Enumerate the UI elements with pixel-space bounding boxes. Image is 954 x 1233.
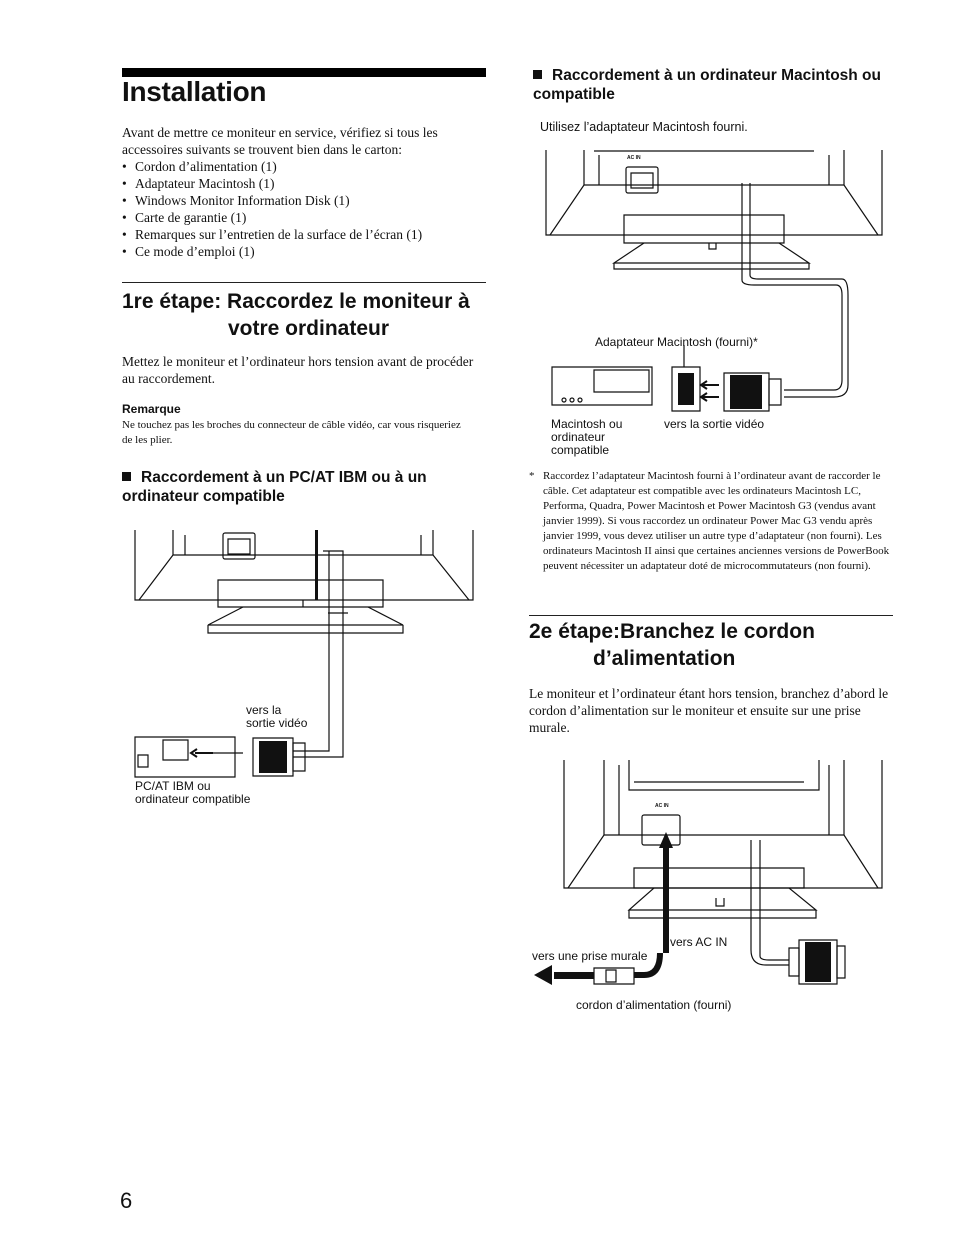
step2-title (529, 618, 893, 672)
power-label-wall: vers une prise murale (532, 949, 648, 963)
mac-instruction: Utilisez l’adaptateur Macintosh fourni. (540, 120, 748, 134)
mac-ac-in-mark: AC IN (627, 155, 641, 161)
accessories-list (122, 158, 482, 260)
pc-label-computer-line2: ordinateur compatible (135, 792, 251, 806)
list-item: • Carte de garantie (1) (122, 209, 482, 226)
pc-connection-diagram (133, 525, 478, 780)
page-number: 6 (120, 1188, 133, 1213)
mac-label-computer-line2: ordinateur (551, 430, 606, 444)
pc-label-video-line2: sortie vidéo (246, 716, 308, 730)
mac-label-adapter: Adaptateur Macintosh (fourni)* (595, 335, 758, 349)
step1-title-line2: votre ordinateur (228, 317, 390, 340)
pc-section-heading-text: Raccordement à un PC/AT IBM ou à un ordinateur compatible (122, 469, 427, 505)
list-item: • Remarques sur l’entretien de la surface de l’écran (1) (122, 226, 482, 243)
pc-label-video (246, 704, 307, 730)
step1-title-line1: 1re étape: Raccordez le moniteur à (122, 290, 470, 313)
note-heading: Remarque (122, 402, 181, 416)
power-label-cord: cordon d’alimentation (fourni) (576, 998, 732, 1012)
pc-label-computer-line1: PC/AT IBM ou (135, 779, 211, 793)
mac-section-heading (533, 66, 893, 104)
mac-connection-diagram (544, 145, 889, 420)
mac-section-heading-text: Raccordement à un ordinateur Macintosh ou compatible (533, 67, 881, 103)
note-text: Ne touchez pas les broches du connecteur de câble vidéo, car vous risqueriez de les plier. (122, 419, 461, 446)
step1-title (122, 288, 486, 342)
list-item: • Ce mode d’emploi (1) (122, 243, 482, 260)
page-title: Installation (122, 76, 267, 107)
intro-text: Avant de mettre ce moniteur en service, vérifiez si tous les accessoires suivants se trouvent bien dans le carton: (122, 125, 438, 157)
list-item: • Windows Monitor Information Disk (1) (122, 192, 482, 209)
mac-footnote: Raccordez l’adaptateur Macintosh fourni à l’ordinateur avant de raccorder le câble. Cet adaptateur est compatible avec les ordinateurs Macintosh LC, Performa, Quadra, Power Macintosh et Power Macintosh G3 (vendus avant janvier 1999). Si vous raccordez un ordinateur Power Mac G3 vendu après janvier 1999, vous devez utiliser un autre type d’adaptateur (non fourni). Les ordinateurs Macintosh II ainsi que certaines anciennes versions de PowerBook peuvent nécessiter un adaptateur doté de microcommutateurs (non fourni). (543, 470, 890, 572)
square-bullet-icon (122, 472, 131, 481)
mac-label-computer-line3: compatible (551, 443, 610, 457)
section-rule (529, 615, 893, 616)
list-item: • Adaptateur Macintosh (1) (122, 175, 482, 192)
mac-label-video: vers la sortie vidéo (664, 417, 765, 431)
power-label-ac-in: vers AC IN (670, 935, 728, 949)
pc-label-computer (135, 780, 250, 806)
square-bullet-icon (533, 70, 542, 79)
step2-title-line2: d’alimentation (593, 647, 736, 670)
section-rule (122, 282, 486, 283)
step2-text: Le moniteur et l’ordinateur étant hors tension, branchez d’abord le cordon d’alimentation sur le moniteur et ensuite sur une prise murale. (529, 686, 889, 735)
pc-label-video-line1: vers la (246, 703, 282, 717)
pc-section-heading (122, 468, 487, 506)
mac-label-computer (551, 418, 622, 457)
step2-title-line1: 2e étape:Branchez le cordon (529, 620, 815, 643)
step1-text: Mettez le moniteur et l’ordinateur hors tension avant de procéder au raccordement. (122, 354, 474, 386)
footnote-marker: * (529, 470, 535, 482)
list-item: • Cordon d’alimentation (1) (122, 158, 482, 175)
mac-label-computer-line1: Macintosh ou (551, 417, 623, 431)
power-ac-in-mark: AC IN (655, 803, 669, 809)
